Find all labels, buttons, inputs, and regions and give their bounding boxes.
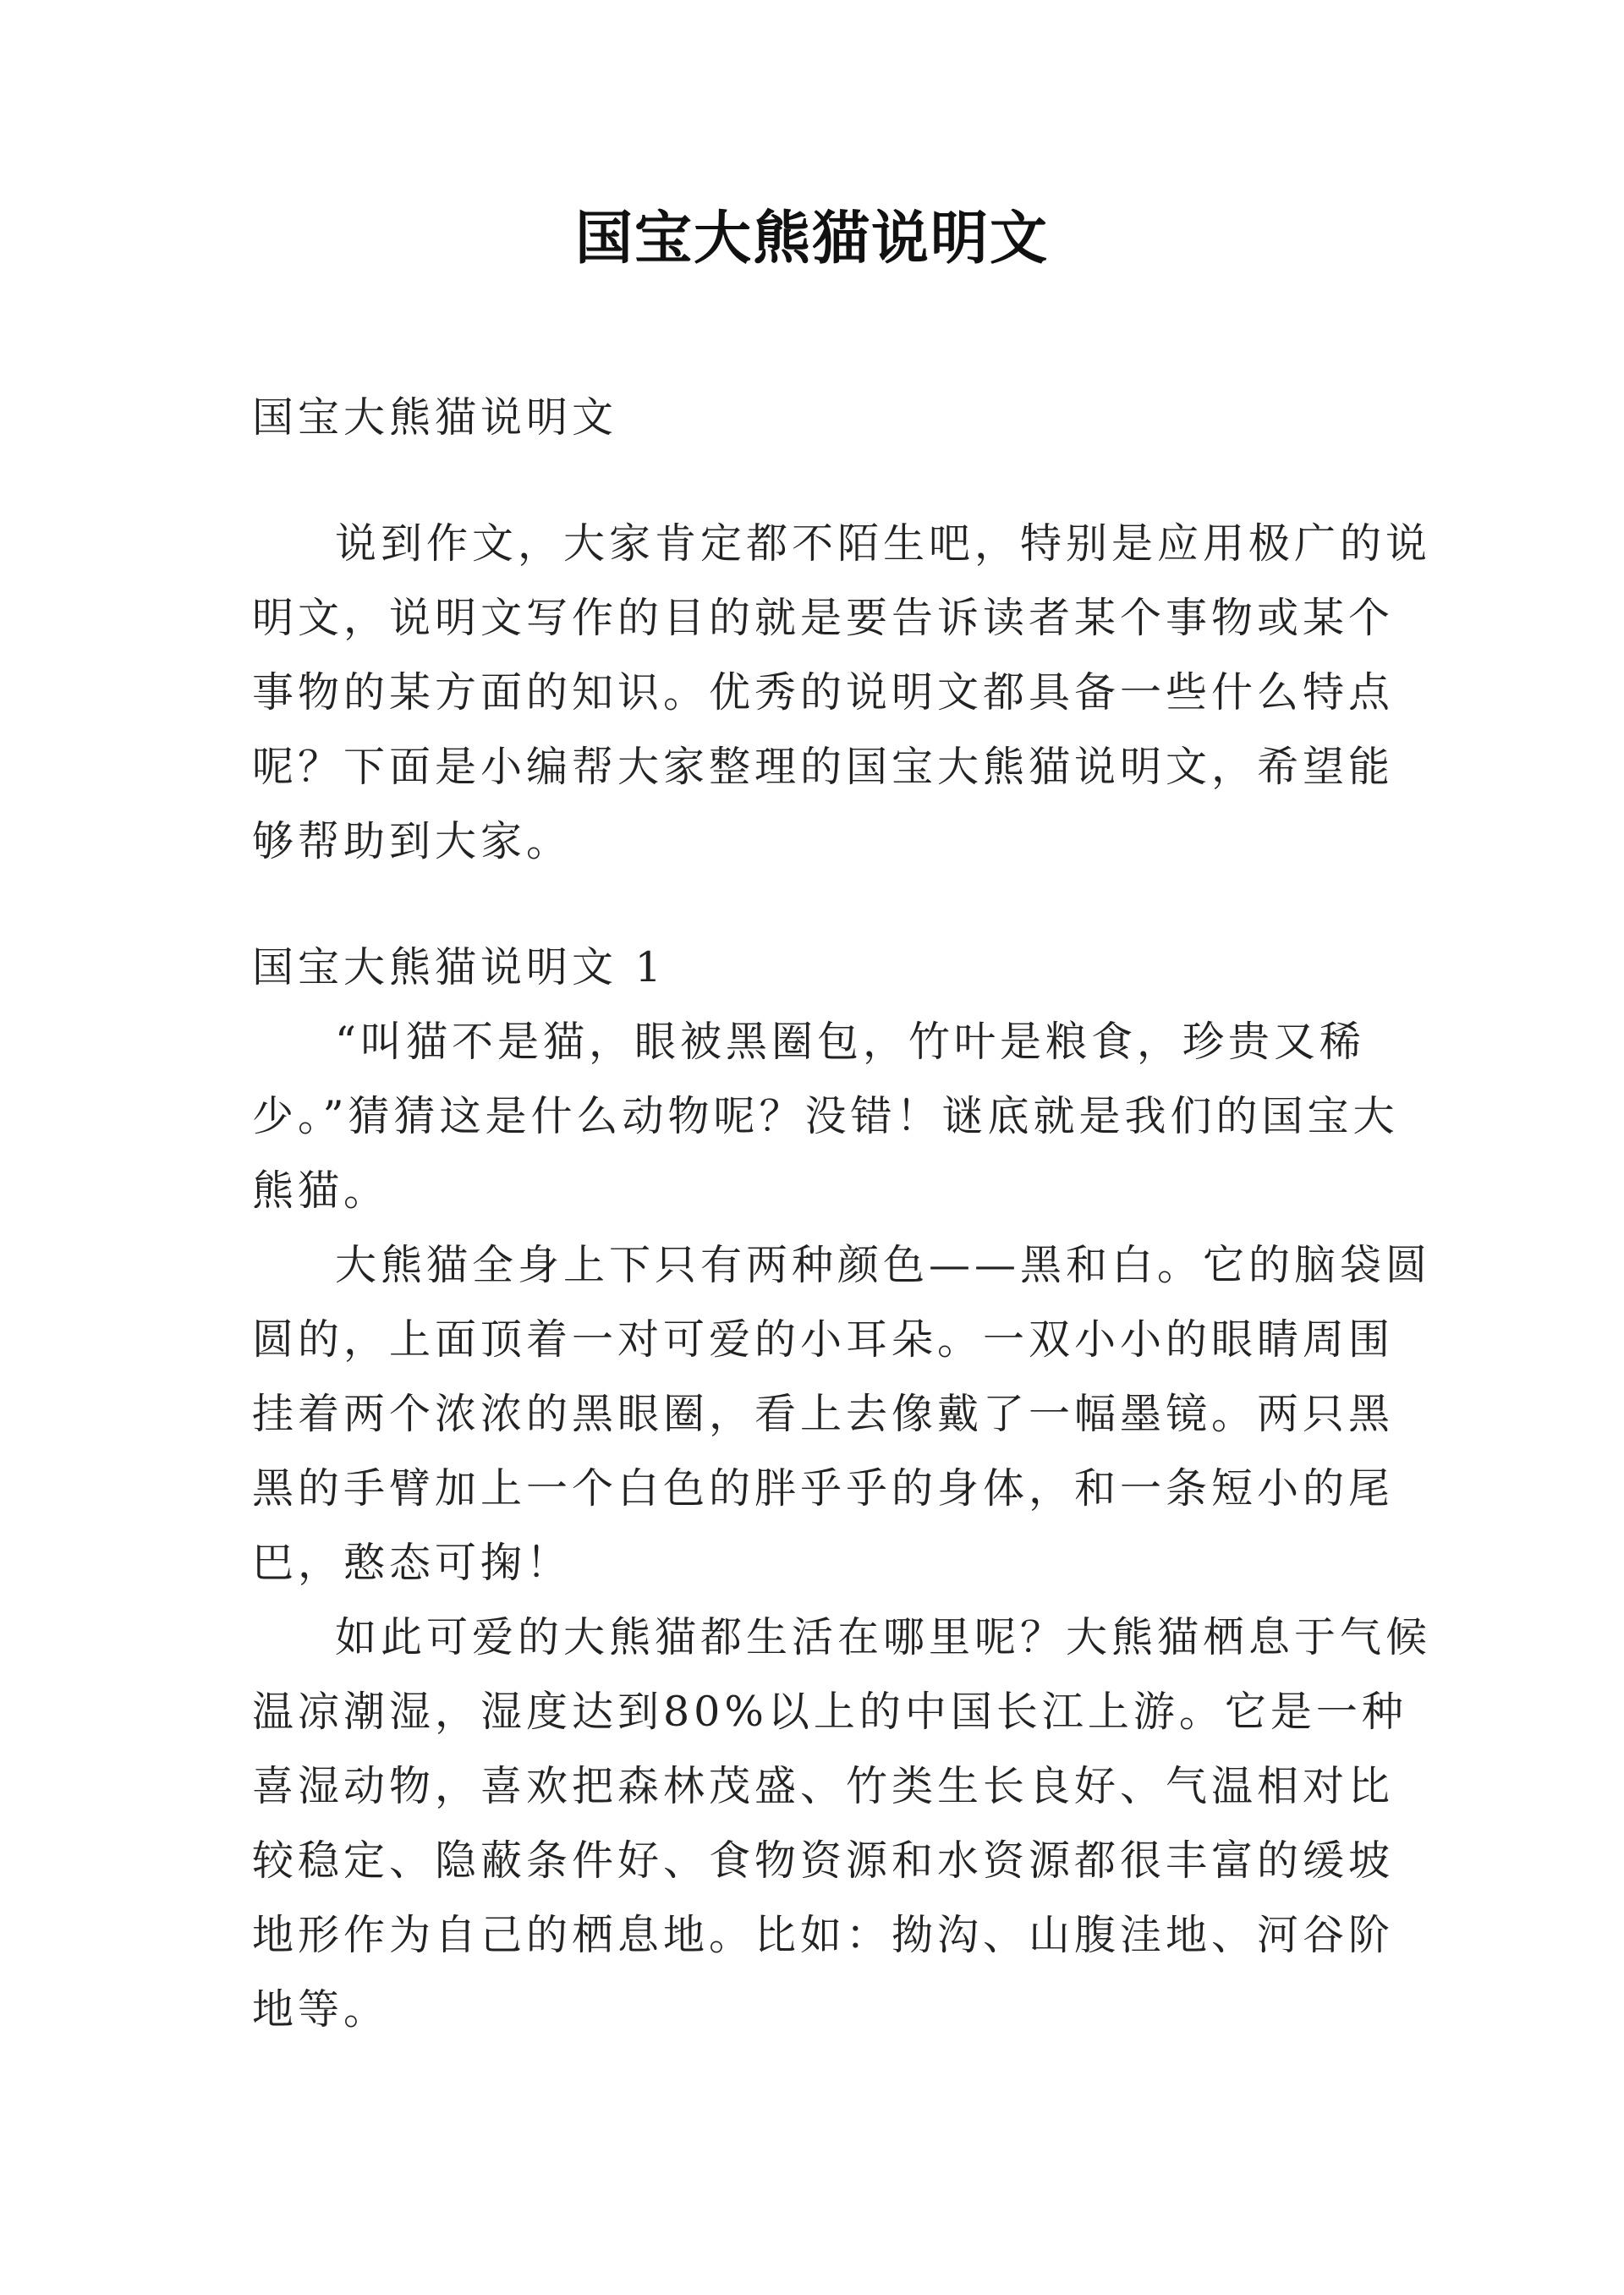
body-paragraph-1: “叫猫不是猫，眼被黑圈包，竹叶是粮食，珍贵又稀少。”猜猜这是什么动物呢？没错！谜底就是我们的国宝大熊猫。: [252, 1018, 1399, 1215]
body-paragraph-3: 如此可爱的大熊猫都生活在哪里呢？大熊猫栖息于气候温凉潮湿，湿度达到80%以上的中国长江上游。它是一种喜湿动物，喜欢把森林茂盛、竹类生长良好、气温相对比较稳定、隐蔽条件好、食物资源和水资源都很丰富的缓坡地形作为自己的栖息地。比如：拗沟、山腹洼地、河谷阶地等。: [252, 1613, 1432, 2034]
document-title: 国宝大熊猫说明文: [574, 206, 1049, 272]
intro-paragraph: 说到作文，大家肯定都不陌生吧，特别是应用极广的说明文，说明文写作的目的就是要告诉读者某个事物或某个事物的某方面的知识。优秀的说明文都具备一些什么特点呢？下面是小编帮大家整理的国宝大熊猫说明文，希望能够帮助到大家。: [252, 519, 1432, 865]
document-body: [252, 381, 1432, 2047]
section-heading: 国宝大熊猫说明文 1: [252, 943, 666, 991]
body-paragraph-2: 大熊猫全身上下只有两种颜色——黑和白。它的脑袋圆圆的，上面顶着一对可爱的小耳朵。一双小小的眼睛周围挂着两个浓浓的黑眼圈，看上去像戴了一幅墨镜。两只黑黑的手臂加上一个白色的胖乎乎的身体，和一条短小的尾巴，憨态可掬！: [252, 1241, 1432, 1587]
subtitle: 国宝大熊猫说明文: [252, 393, 618, 442]
